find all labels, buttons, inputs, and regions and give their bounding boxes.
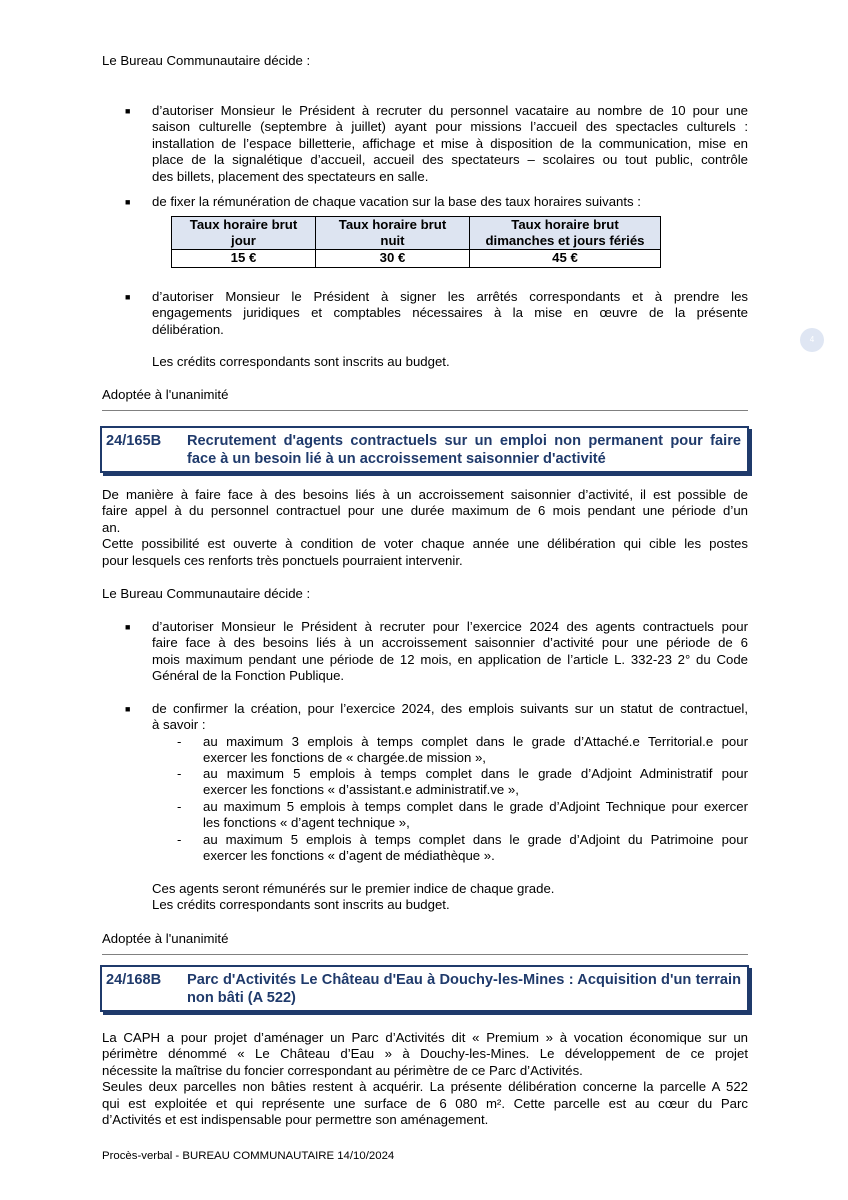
- section-intro: De manière à faire face à des besoins liés à un accroissement saisonnier d’activité, il est possible de faire appel à du personnel contractuel pour une durée maximum de 6 mois pendant une période d’un an. Cette possibilité est ouverte à condition de voter chaque année une délibération qui cible les postes pour lesquels ces renforts très ponctuels pourraient intervenir.: [102, 487, 748, 568]
- list-item: au maximum 3 emplois à temps complet dans le grade d’Attaché.e Territorial.e pour exercer les fonctions de « chargée.de mission »,: [203, 734, 748, 766]
- section-body: La CAPH a pour projet d’aménager un Parc d’Activités dit « Premium » à vocation économique sur un périmètre dénommé « Le Château d’Eau » à Douchy-les-Mines. Le développement de ce projet nécessite la maîtrise du foncier correspondant au périmètre de ce Parc d’Activités. Seules deux parcelles non bâties restent à acquérir. La présente délibération concerne la parcelle A 522 qui est exploitée et qui représente une surface de 6 080 m². Cette parcelle est au cœur du Parc d’Activités et est indispensable pour permettre son aménagement.: [102, 1030, 748, 1128]
- page-footer: Procès-verbal - BUREAU COMMUNAUTAIRE 14/10/2024: [102, 1150, 395, 1162]
- deliberation-title: Recrutement d'agents contractuels sur un emploi non permanent pour faire face à un besoin lié à un accroissement saisonnier d'activité: [187, 433, 741, 467]
- list-item: au maximum 5 emplois à temps complet dans le grade d’Adjoint Administratif pour exercer les fonctions « d’assistant.e administratif.ve »,: [203, 766, 748, 798]
- dash-marker: -: [177, 734, 182, 749]
- bullet-marker: ■: [125, 704, 131, 714]
- adopted-unanimously: Adoptée à l'unanimité: [102, 931, 229, 946]
- bullet-recruit-contractuels: d’autoriser Monsieur le Président à recruter pour l’exercice 2024 des agents contractuels pour faire face à des besoins liés à un accroissement saisonnier d’activité pour une période de 6 mois maximum pendant une période de 12 mois, en application de l’article L. 332-23 2° du Code Général de la Fonction Publique.: [152, 619, 748, 684]
- section-divider: [102, 954, 748, 955]
- deliberation-number: 24/168B: [106, 972, 162, 988]
- dash-marker: -: [177, 832, 182, 847]
- decision-intro: Le Bureau Communautaire décide :: [102, 586, 311, 601]
- deliberation-title: Parc d'Activités Le Château d'Eau à Douchy-les-Mines : Acquisition d'un terrain non bâti (A 522): [187, 972, 741, 1006]
- dash-marker: -: [177, 799, 182, 814]
- bullet-remuneration: de fixer la rémunération de chaque vacation sur la base des taux horaires suivants :: [152, 194, 641, 209]
- bullet-marker: ■: [125, 292, 131, 302]
- bullet-marker: ■: [125, 622, 131, 632]
- section-heading-24-168B: [100, 965, 749, 1012]
- section-divider: [102, 410, 748, 411]
- credits-note: Les crédits correspondants sont inscrits au budget.: [152, 354, 450, 369]
- dash-marker: -: [177, 766, 182, 781]
- bullet-sign-orders: d’autoriser Monsieur le Président à signer les arrêtés correspondants et à prendre les engagements juridiques et comptables nécessaires à la mise en œuvre de la présente délibération.: [152, 289, 748, 337]
- list-item: au maximum 5 emplois à temps complet dans le grade d’Adjoint du Patrimoine pour exercer les fonctions « d’agent de médiathèque ».: [203, 832, 748, 864]
- header-sunday-holidays: Taux horaire brut dimanches et jours fériés: [470, 217, 661, 250]
- list-item: au maximum 5 emplois à temps complet dans le grade d’Adjoint Technique pour exercer les fonctions « d’agent technique »,: [203, 799, 748, 831]
- rate-day: 15 €: [172, 250, 316, 267]
- page-marker-badge: 4: [800, 328, 824, 352]
- credits-note: Les crédits correspondants sont inscrits au budget.: [152, 897, 450, 912]
- section-heading-24-165B: [100, 426, 749, 473]
- deliberation-number: 24/165B: [106, 433, 162, 449]
- salary-note: Ces agents seront rémunérés sur le premier indice de chaque grade.: [152, 881, 555, 896]
- bullet-marker: ■: [125, 106, 131, 116]
- rate-night: 30 €: [316, 250, 470, 267]
- header-night: Taux horaire brut nuit: [316, 217, 470, 250]
- bullet-recruit-vacataires: d’autoriser Monsieur le Président à recruter du personnel vacataire au nombre de 10 pour une saison culturelle (septembre à juillet) ayant pour missions l’accueil des spectacles culturels : installation de l’espace billetterie, affichage et mise à disposition de la communication, mise en place de la signalétique d’accueil, accueil des spectateurs – scolaires ou tout public, contrôle des billets, placement des spectateurs en salle.: [152, 103, 748, 184]
- bullet-marker: ■: [125, 197, 131, 207]
- adopted-unanimously: Adoptée à l'unanimité: [102, 387, 229, 402]
- bullet-create-positions: de confirmer la création, pour l’exercice 2024, des emplois suivants sur un statut de contractuel, à savoir :: [152, 701, 748, 733]
- table-row: [172, 250, 661, 267]
- hourly-rates-table: [171, 216, 661, 268]
- header-day: Taux horaire brut jour: [172, 217, 316, 250]
- decision-intro: Le Bureau Communautaire décide :: [102, 53, 311, 68]
- rate-sunday-holidays: 45 €: [470, 250, 661, 267]
- table-header-row: [172, 217, 661, 250]
